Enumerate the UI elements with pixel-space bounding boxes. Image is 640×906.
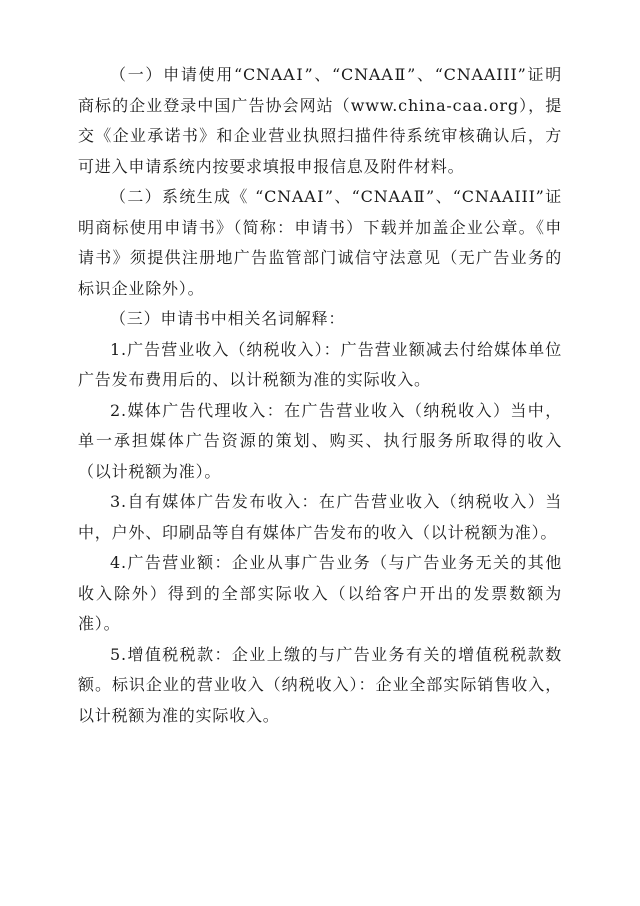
paragraph-generate-application: （二）系统生成《 “CNAAⅠ”、“CNAAⅡ”、“CNAAIII”证明商标使用申请书》（简称：申请书）下载并加盖企业公章。《申请书》须提供注册地广告监管部门诚信守法意见（无广告业务的标识企业除外）。 — [78, 187, 562, 298]
paragraph-term-vat: 5.增值税税款：企业上缴的与广告业务有关的增值税税款数额。标识企业的营业收入（纳税收入）：企业全部实际销售收入，以计税额为准的实际收入。 — [78, 644, 562, 725]
paragraph-term-own-media-revenue: 3.自有媒体广告发布收入：在广告营业收入（纳税收入）当中，户外、印刷品等自有媒体广告发布的收入（以计税额为准）。 — [78, 492, 562, 542]
paragraph-term-ad-revenue: 1.广告营业收入（纳税收入）：广告营业额减去付给媒体单位广告发布费用后的、以计税额为准的实际收入。 — [78, 339, 562, 389]
paragraph-term-media-agency-revenue: 2.媒体广告代理收入：在广告营业收入（纳税收入）当中，单一承担媒体广告资源的策划、购买、执行服务所取得的收入（以计税额为准）。 — [78, 400, 562, 481]
paragraph-terms-heading: （三）申请书中相关名词解释： — [110, 309, 346, 328]
paragraph-application-login: （一）申请使用“CNAAⅠ”、“CNAAⅡ”、“CNAAIII”证明商标的企业登录中国广告协会网站（www.china-caa.org），提交《企业承诺书》和企业营业执照扫描件待系统审核确认后，方可进入申请系统内按要求填报申报信息及附件材料。 — [78, 65, 562, 176]
paragraph-term-ad-turnover: 4.广告营业额：企业从事广告业务（与广告业务无关的其他收入除外）得到的全部实际收入（以给客户开出的发票数额为准）。 — [78, 553, 562, 633]
